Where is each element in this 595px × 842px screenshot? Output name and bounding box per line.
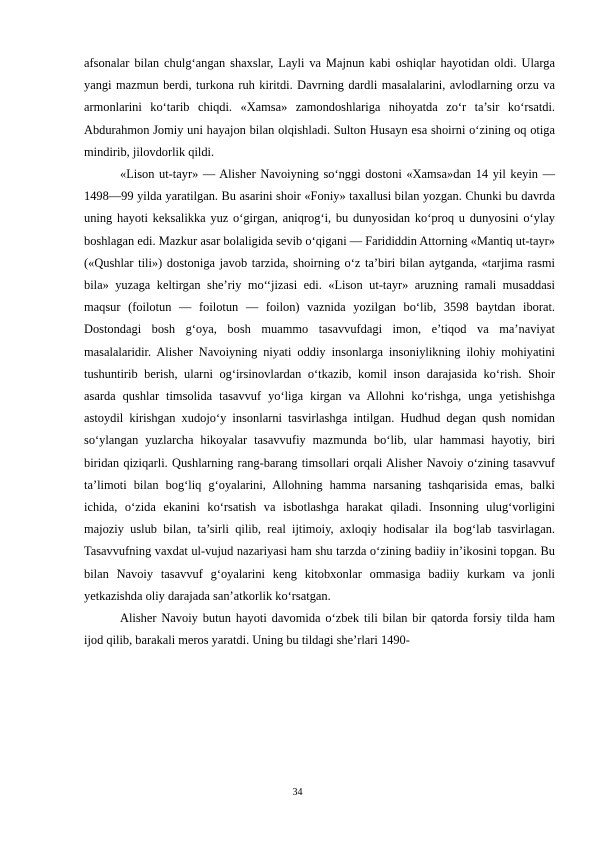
paragraph-continuation: afsonalar bilan chulg‘angan shaxslar, Layli va Majnun kabi oshiqlar hayotidan oldi. Ularga yangi mazmun berdi, turkona ruh kiritdi. Davrning dardli masalalarini, avlodlarning orzu va armonlarini ko‘tarib chiqdi. «Xamsa» zamondoshlariga nihoyatda zo‘r ta’sir ko‘rsatdi. Abdurahmon Jomiy uni hayajon bilan olqishladi. Sulton Husayn esa shoirni o‘zining oq otiga mindirib, jilovdorlik qildi. — [84, 56, 555, 159]
body-text — [84, 52, 555, 651]
paragraph-lison-ut-tayr: «Lison ut-tayr» — Alisher Navoiyning so‘nggi dostoni «Xamsa»dan 14 yil keyin — 1498—99 yilda yaratilgan. Bu asarini shoir «Foniy» taxallusi bilan yozgan. Chunki bu davrda uning hayoti keksalikka yuz o‘girgan, aniqrog‘i, bu dunyosidan ko‘proq u dunyosini o‘ylay boshlagan edi. Mazkur asar bolaligida sevib o‘qigani — Farididdin Attorning «Mantiq ut-tayr» («Qushlar tili») dostoniga javob tarzida, shoirning o‘z ta’biri bilan aytganda, «tarjima rasmi bila» yuzaga keltirgan she’riy mo‘‘jizasi edi. «Lison ut-tayr» aruzning ramali musaddasi maqsur (foilotun — foilotun — foilon) vaznida yozilgan bo‘lib, 3598 baytdan iborat. Dostondagi bosh g‘oya, bosh muammo tasavvufdagi imon, e’tiqod va ma’naviyat masalalaridir. Alisher Navoiyning niyati oddiy insonlarga insoniylikning ilohiy mohiyatini tushuntirib berish, ularni og‘irsinovlardan o‘tkazib, komil inson darajasida ko‘rish. Shoir asarda qushlar timsolida tasavvuf yo‘liga kirgan va Allohni ko‘rishga, unga yetishishga astoydil kirishgan xudojo‘y insonlarni tasvirlashga intilgan. Hudhud degan qush nomidan so‘ylangan yuzlarcha hikoyalar tasavvufiy mazmunda bo‘lib, ular hammasi hayotiy, biri biridan qiziqarli. Qushlarning rang-barang timsollari orqali Alisher Navoiy o‘zining tasavvuf ta’limoti bilan bog‘liq g‘oyalarini, Allohning hamma narsaning tashqarisida emas, balki ichida, o‘zida ekanini ko‘rsatish va isbotlashga harakat qiladi. Insonning ulug‘vorligini majoziy uslub bilan, ta’sirli qilib, real ijtimoiy, axloqiy hodisalar ila bog‘lab tasvirlagan. Tasavvufning vaxdat ul-vujud nazariyasi ham shu tarzda o‘zining badiiy in’ikosini topgan. Bu bilan Navoiy tasavvuf g‘oyalarini keng kitobxonlar ommasiga badiiy kurkam va jonli yetkazishda oliy darajada san’atkorlik ko‘rsatgan. — [84, 167, 555, 603]
page-number: 34 — [292, 787, 303, 798]
paragraph-forsiy-ijod: Alisher Navoiy butun hayoti davomida o‘zbek tili bilan bir qatorda forsiy tilda ham ijod qilib, barakali meros yaratdi. Uning bu tildagi she’rlari 1490- — [84, 611, 555, 648]
